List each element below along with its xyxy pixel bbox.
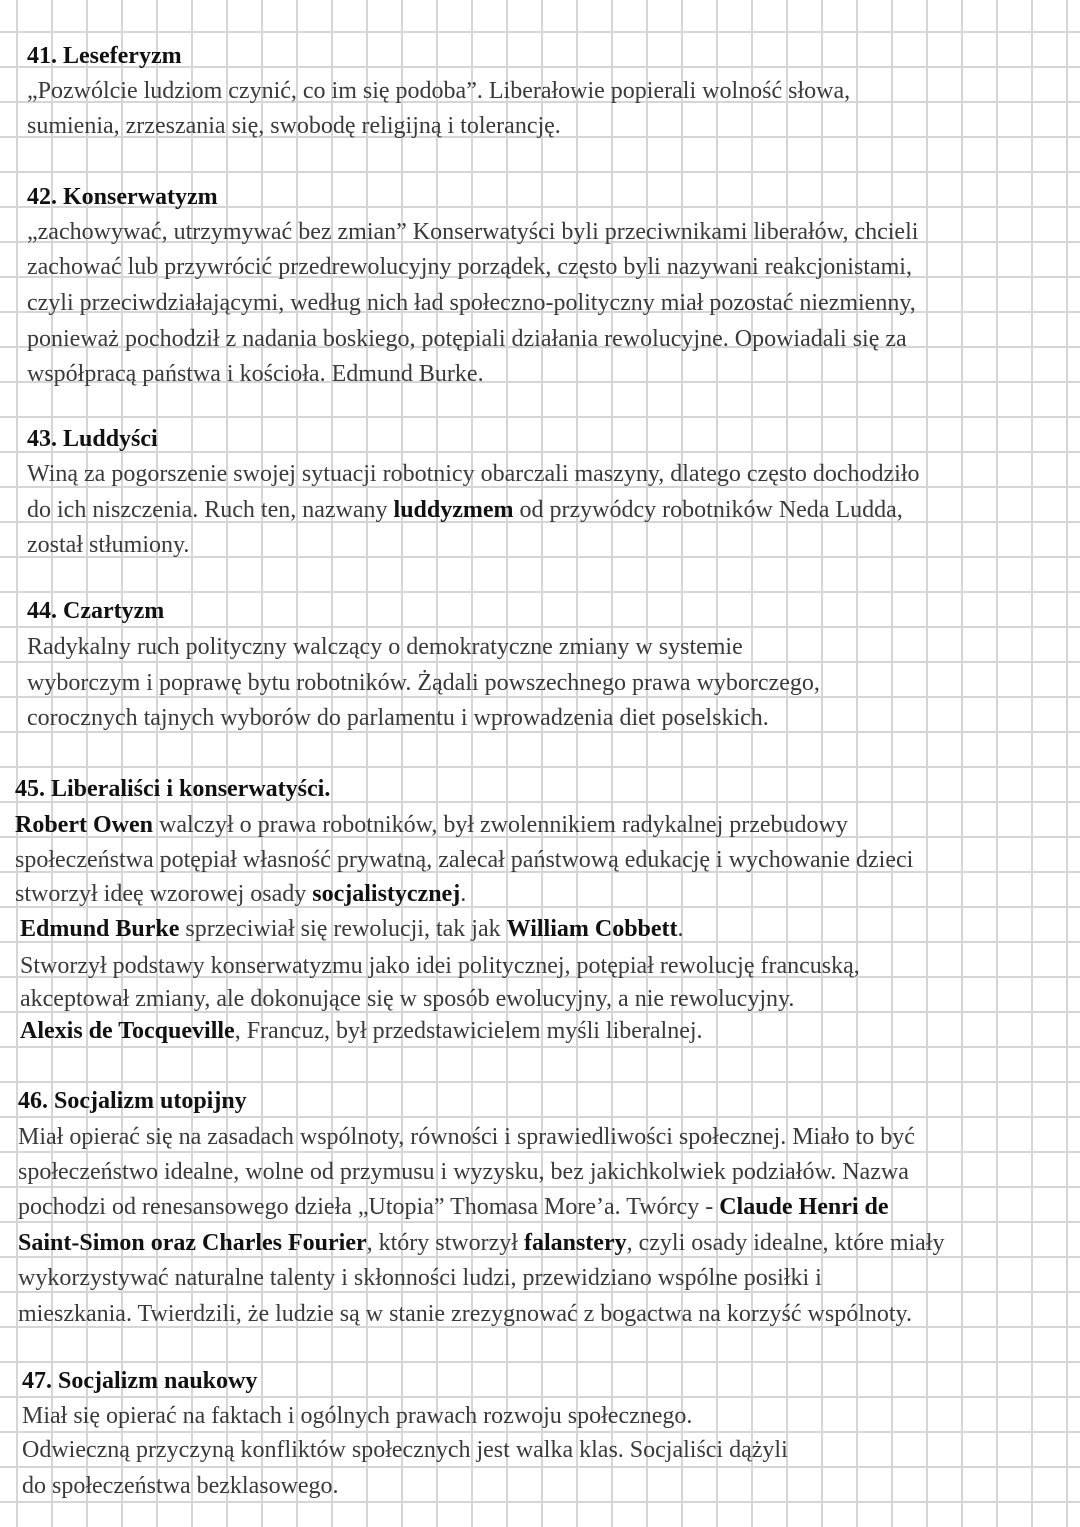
body-line — [27, 286, 916, 321]
body-line — [18, 1190, 889, 1225]
text-segment: Miał się opierać na faktach i ogólnych prawach rozwoju społecznego. — [22, 1403, 693, 1429]
section-heading: 41. Leseferyzm — [27, 43, 182, 69]
text-segment: akceptował zmiany, ale dokonujące się w sposób ewolucyjny, a nie rewolucyjny. — [20, 986, 795, 1012]
body-line — [20, 982, 794, 1017]
body-line — [15, 843, 913, 878]
text-segment: sprzeciwiał się rewolucji, tak jak — [179, 916, 507, 942]
text-segment: corocznych tajnych wyborów do parlamentu i wprowadzenia diet poselskich. — [27, 705, 769, 731]
body-line — [27, 457, 920, 492]
body-line — [18, 1226, 945, 1261]
body-line — [27, 357, 484, 392]
text-segment: społeczeństwo idealne, wolne od przymusu i wyzysku, bez jakichkolwiek podziałów. Nazwa — [18, 1159, 909, 1185]
bold-term: Saint-Simon oraz Charles Fourier — [18, 1230, 367, 1256]
text-segment: społeczeństwa potępiał własność prywatną, zalecał państwową edukację i wychowanie dzieci — [15, 847, 914, 873]
text-segment: „zachowywać, utrzymywać bez zmian” Konserwatyści byli przeciwnikami liberałów, chcieli — [27, 219, 919, 245]
text-segment: Miał opierać się na zasadach wspólnoty, równości i sprawiedliwości społecznej. Miało to być — [18, 1124, 915, 1150]
text-segment: . — [460, 881, 467, 907]
text-segment: , czyli osady idealne, które miały — [626, 1230, 945, 1256]
body-line — [20, 949, 860, 984]
text-segment: współpracą państwa i kościoła. Edmund Burke. — [27, 361, 484, 387]
body-line — [22, 1469, 339, 1504]
bold-term: Robert Owen — [15, 812, 153, 838]
text-segment: stworzył ideę wzorowej osady — [15, 881, 313, 907]
text-segment: , który stworzył — [366, 1230, 524, 1256]
text-segment: został stłumiony. — [27, 532, 190, 558]
bold-term: Edmund Burke — [20, 916, 180, 942]
body-line — [27, 701, 769, 736]
text-segment: Stworzył podstawy konserwatyzmu jako idei politycznej, potępiał rewolucję francuską, — [20, 953, 860, 979]
body-line — [15, 877, 466, 912]
text-segment: czyli przeciwdziałającymi, według nich ład społeczno-polityczny miał pozostać niezmienny, — [27, 290, 916, 316]
body-line — [27, 493, 903, 528]
text-segment: zachować lub przywrócić przedrewolucyjny porządek, często byli nazywani reakcjonistami, — [27, 254, 912, 280]
body-line — [18, 1155, 909, 1190]
body-line — [18, 1120, 915, 1155]
body-line — [27, 528, 189, 563]
body-line — [27, 109, 561, 144]
body-line — [18, 1297, 912, 1332]
body-line — [27, 630, 743, 665]
text-segment: . — [677, 916, 684, 942]
section-heading: 44. Czartyzm — [27, 598, 165, 624]
section-heading: 43. Luddyści — [27, 426, 158, 452]
text-segment: pochodzi od renesansowego dzieła „Utopia” Thomasa More’a. Twórcy - — [18, 1194, 720, 1220]
body-line — [20, 912, 684, 947]
text-segment: , Francuz, był przedstawicielem myśli liberalnej. — [234, 1018, 703, 1044]
bold-term: Alexis de Tocqueville — [20, 1018, 235, 1044]
text-segment: sumienia, zrzeszania się, swobodę religijną i tolerancję. — [27, 113, 561, 139]
text-segment: wykorzystywać naturalne talenty i skłonności ludzi, przewidziano wspólne posiłki i — [18, 1265, 822, 1291]
text-segment: mieszkania. Twierdzili, że ludzie są w stanie zrezygnować z bogactwa na korzyść wspólnoty. — [18, 1301, 912, 1327]
body-line — [22, 1433, 788, 1468]
body-line — [27, 322, 907, 357]
body-line — [27, 215, 918, 250]
bold-term: William Cobbett — [506, 916, 678, 942]
section-heading: 46. Socjalizm utopijny — [18, 1088, 247, 1114]
text-segment: walczył o prawa robotników, był zwolennikiem radykalnej przebudowy — [152, 812, 848, 838]
body-line — [15, 808, 848, 843]
text-segment: do społeczeństwa bezklasowego. — [22, 1473, 339, 1499]
text-segment: Odwieczną przyczyną konfliktów społecznych jest walka klas. Socjaliści dążyli — [22, 1437, 788, 1463]
text-segment: Winą za pogorszenie swojej sytuacji robotnicy obarczali maszyny, dlatego często dochodziło — [27, 461, 920, 487]
body-line — [18, 1261, 822, 1296]
body-line — [27, 666, 820, 701]
text-segment: Radykalny ruch polityczny walczący o demokratyczne zmiany w systemie — [27, 634, 743, 660]
body-line — [27, 74, 850, 109]
bold-term: falanstery — [523, 1230, 627, 1256]
text-segment: wyborczym i poprawę bytu robotników. Żądali powszechnego prawa wyborczego, — [27, 670, 820, 696]
text-segment: od przywódcy robotników Neda Ludda, — [513, 497, 903, 523]
text-segment: do ich niszczenia. Ruch ten, nazwany — [27, 497, 394, 523]
bold-term: socjalistycznej — [312, 881, 461, 907]
section-heading: 47. Socjalizm naukowy — [22, 1368, 258, 1394]
section-heading: 42. Konserwatyzm — [27, 184, 218, 210]
text-segment: ponieważ pochodził z nadania boskiego, potępiali działania rewolucyjne. Opowiadali się za — [27, 326, 907, 352]
body-line — [20, 1014, 703, 1049]
section-heading: 45. Liberaliści i konserwatyści. — [15, 776, 331, 802]
body-line — [27, 250, 912, 285]
body-line — [22, 1399, 692, 1434]
text-segment: „Pozwólcie ludziom czynić, co im się podoba”. Liberałowie popierali wolność słowa, — [27, 78, 851, 104]
bold-term: Claude Henri de — [719, 1194, 889, 1220]
bold-term: luddyzmem — [393, 497, 514, 523]
